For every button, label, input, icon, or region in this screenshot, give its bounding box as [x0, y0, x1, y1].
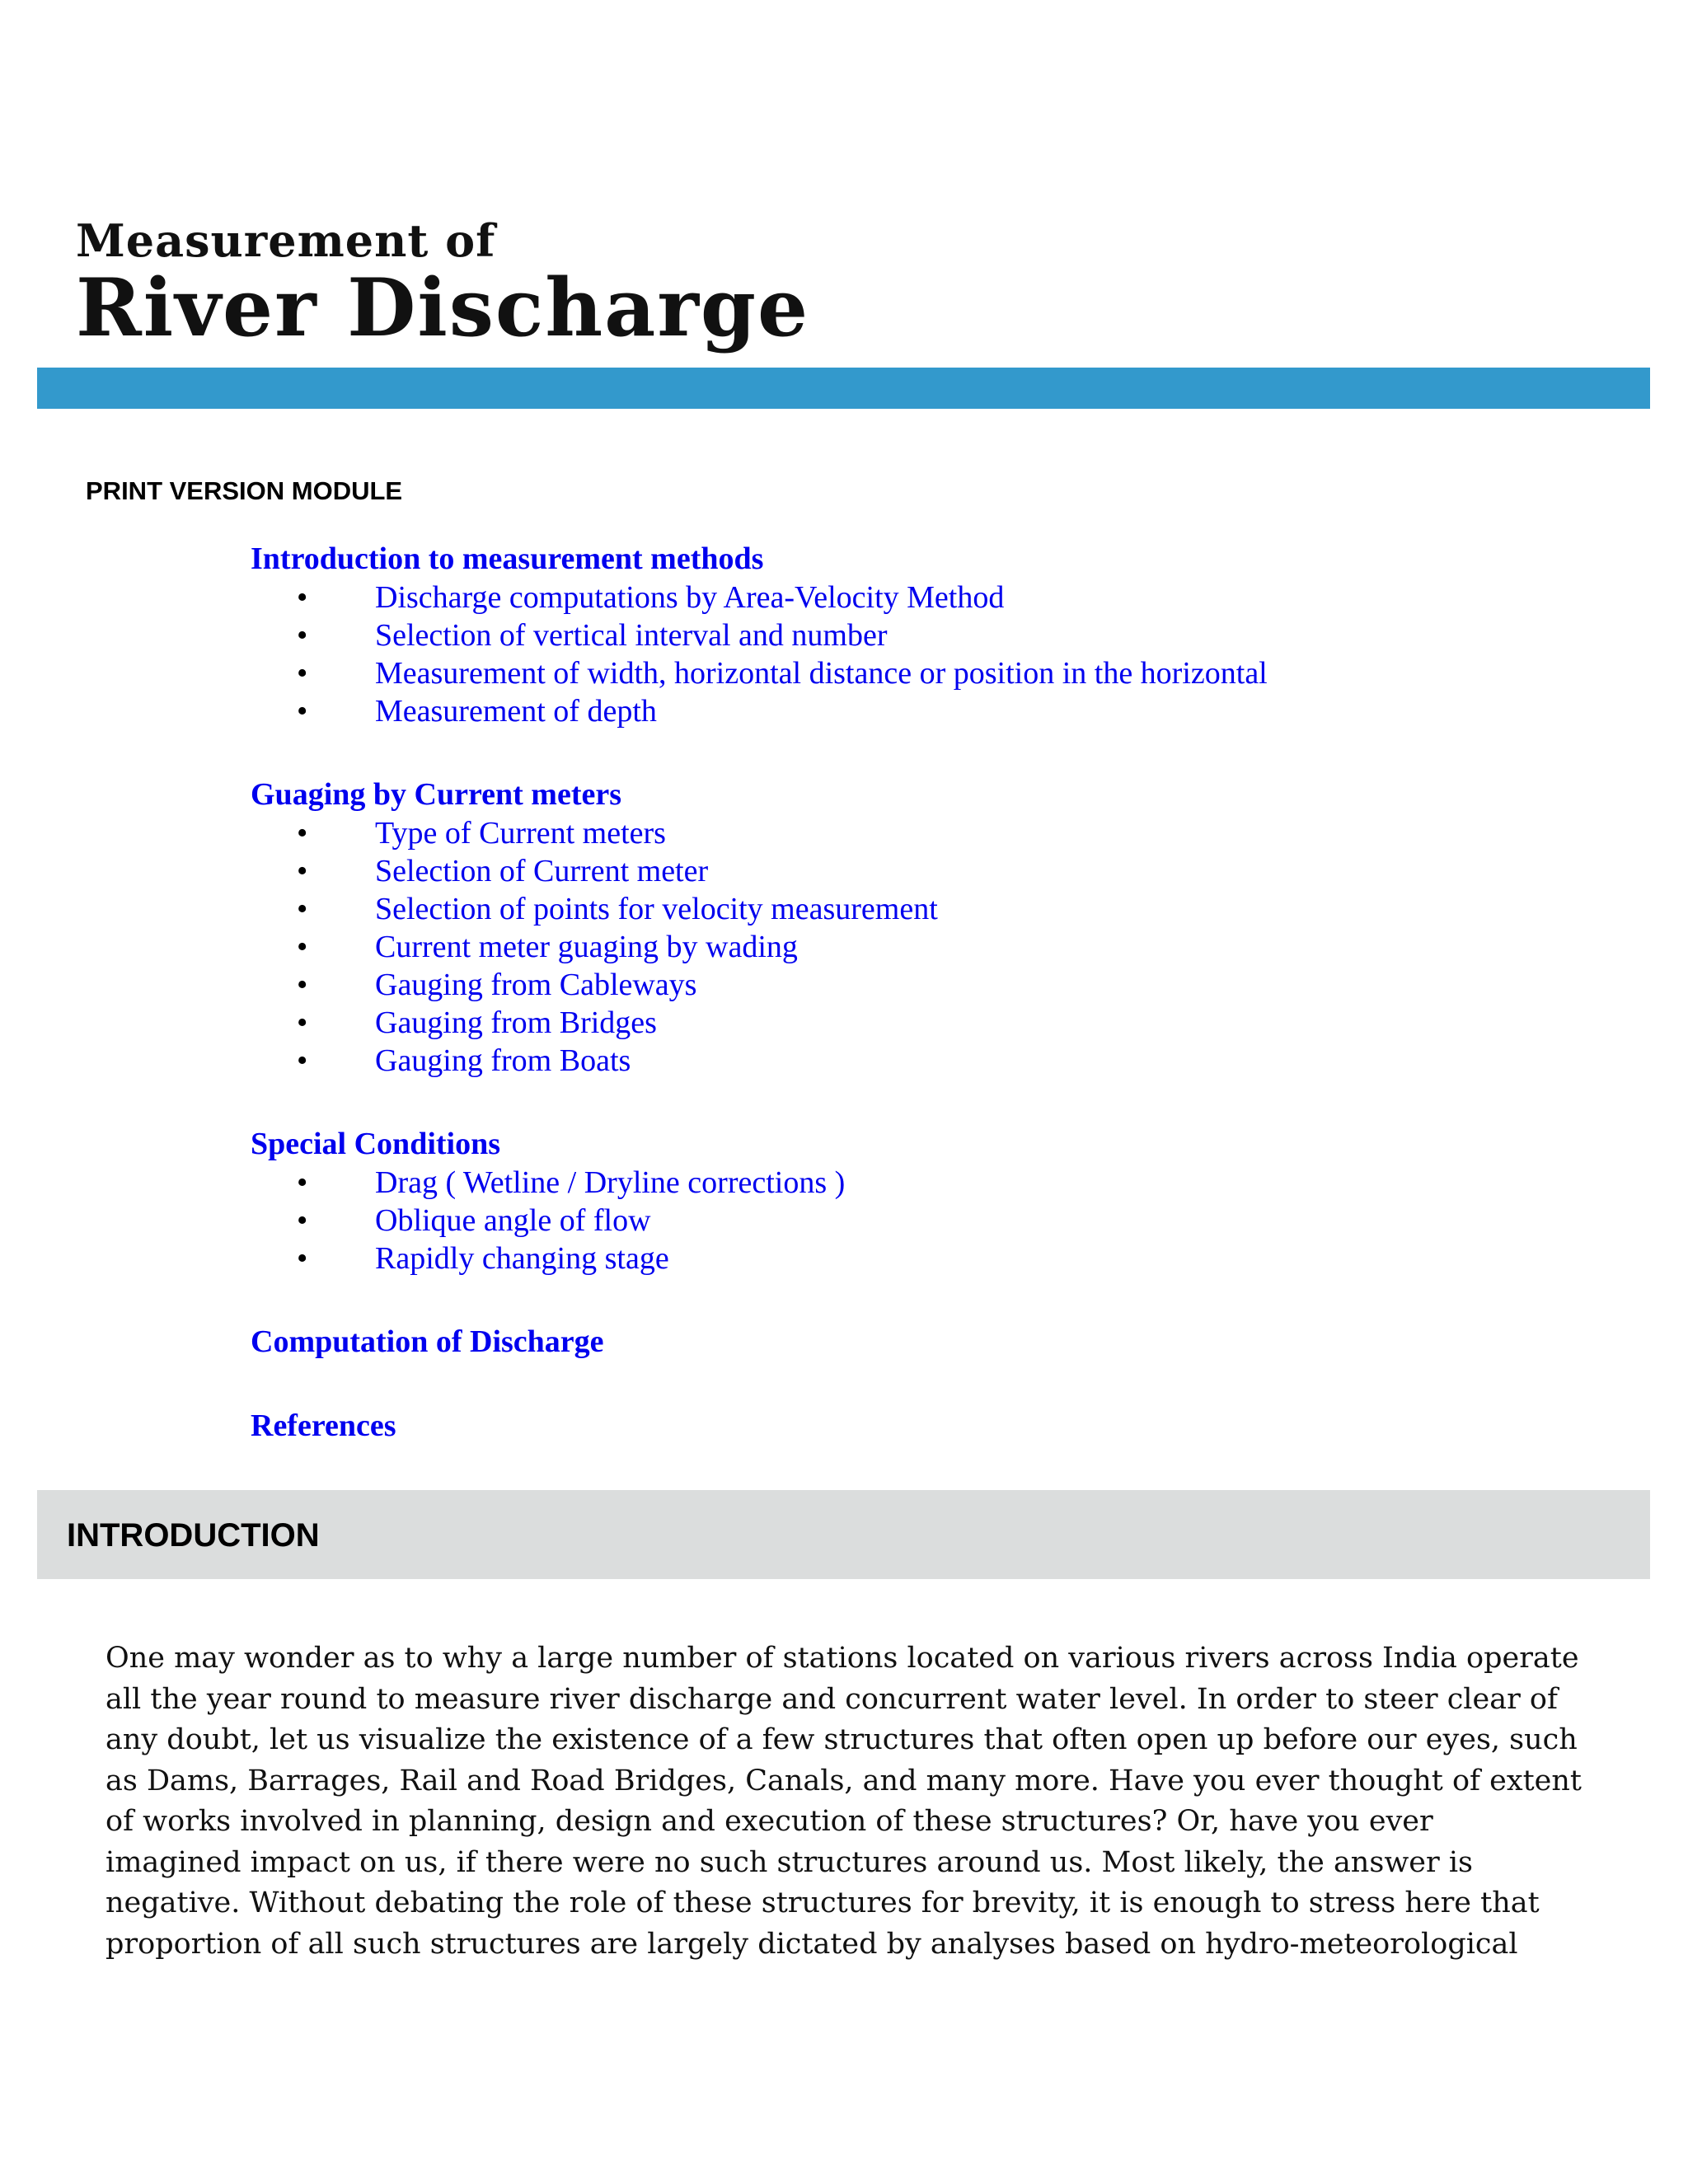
bullet-icon: •: [297, 854, 308, 888]
bullet-icon: •: [297, 968, 308, 1002]
bullet-icon: •: [297, 618, 308, 653]
bullet-icon: •: [297, 694, 308, 729]
toc-item-link[interactable]: Measurement of depth: [375, 694, 657, 729]
toc-section: [251, 539, 1635, 730]
toc-section-link[interactable]: Guaging by Current meters: [251, 777, 621, 812]
paragraph-line: as Dams, Barrages, Rail and Road Bridges, Canals, and many more. Have you ever thought of extent: [106, 1764, 1582, 1797]
toc-item: [251, 1164, 1635, 1202]
toc-item-list: [251, 579, 1635, 730]
toc-item-link[interactable]: Selection of points for velocity measurement: [375, 892, 938, 926]
toc-item-link[interactable]: Measurement of width, horizontal distance or position in the horizontal: [375, 656, 1268, 691]
toc-section: [251, 1124, 1635, 1277]
toc-item: [251, 1240, 1635, 1277]
introduction-band: [37, 1490, 1650, 1579]
toc-item: [251, 1042, 1635, 1080]
bullet-icon: •: [297, 1241, 308, 1276]
toc-section: [251, 1406, 1635, 1446]
paragraph-line: proportion of all such structures are largely dictated by analyses based on hydro-meteorological: [106, 1927, 1518, 1961]
toc-item-link[interactable]: Gauging from Boats: [375, 1043, 631, 1078]
toc-item-link[interactable]: Selection of Current meter: [375, 854, 709, 888]
bullet-icon: •: [297, 580, 308, 615]
bullet-icon: •: [297, 1203, 308, 1238]
header-band: [37, 368, 1650, 409]
toc-item: [251, 966, 1635, 1004]
introduction-title: INTRODUCTION: [67, 1517, 320, 1554]
print-version-label: PRINT VERSION MODULE: [86, 476, 403, 505]
bullet-icon: •: [297, 816, 308, 851]
toc-item: [251, 692, 1635, 730]
toc-item: [251, 1004, 1635, 1042]
paragraph-line: imagined impact on us, if there were no such structures around us. Most likely, the answer is: [106, 1845, 1473, 1879]
logo-line-2: River Discharge: [76, 261, 810, 354]
toc-item: [251, 814, 1635, 852]
paragraph-line: negative. Without debating the role of these structures for brevity, it is enough to stress here that: [106, 1886, 1540, 1919]
toc-item-link[interactable]: Current meter guaging by wading: [375, 930, 798, 964]
table-of-contents: [251, 539, 1635, 1446]
paragraph-line: all the year round to measure river discharge and concurrent water level. In order to steer clear of: [106, 1682, 1558, 1716]
toc-item-link[interactable]: Gauging from Bridges: [375, 1005, 657, 1040]
bullet-icon: •: [297, 1005, 308, 1040]
toc-section-link[interactable]: Computation of Discharge: [251, 1324, 604, 1359]
toc-item-list: [251, 1164, 1635, 1277]
paragraph-line: One may wonder as to why a large number of stations located on various rivers across India operate: [106, 1642, 1579, 1675]
toc-section-link[interactable]: References: [251, 1408, 396, 1443]
toc-item-link[interactable]: Gauging from Cableways: [375, 968, 697, 1002]
introduction-paragraph: [106, 1638, 1589, 1965]
bullet-icon: •: [297, 1165, 308, 1200]
toc-section-link[interactable]: Introduction to measurement methods: [251, 541, 764, 576]
module-logo: [76, 216, 809, 353]
toc-item: [251, 579, 1635, 616]
logo-line-1: Measurement of: [76, 214, 496, 267]
toc-item-link[interactable]: Selection of vertical interval and number: [375, 618, 888, 653]
toc-item-list: [251, 814, 1635, 1080]
toc-item-link[interactable]: Oblique angle of flow: [375, 1203, 651, 1238]
toc-item: [251, 654, 1635, 692]
toc-section: [251, 1322, 1635, 1361]
toc-section-link[interactable]: Special Conditions: [251, 1127, 501, 1161]
toc-item: [251, 928, 1635, 966]
toc-item-link[interactable]: Drag ( Wetline / Dryline corrections ): [375, 1165, 846, 1200]
bullet-icon: •: [297, 656, 308, 691]
toc-item: [251, 852, 1635, 890]
toc-item-link[interactable]: Type of Current meters: [375, 816, 666, 851]
bullet-icon: •: [297, 1043, 308, 1078]
bullet-icon: •: [297, 892, 308, 926]
bullet-icon: •: [297, 930, 308, 964]
paragraph-line: any doubt, let us visualize the existence of a few structures that often open up before our eyes, such: [106, 1723, 1578, 1756]
toc-item: [251, 1202, 1635, 1240]
toc-item: [251, 616, 1635, 654]
toc-item: [251, 890, 1635, 928]
toc-item-link[interactable]: Rapidly changing stage: [375, 1241, 669, 1276]
paragraph-line: of works involved in planning, design and execution of these structures? Or, have you ever: [106, 1805, 1433, 1838]
toc-item-link[interactable]: Discharge computations by Area-Velocity Method: [375, 580, 1005, 615]
toc-section: [251, 775, 1635, 1080]
